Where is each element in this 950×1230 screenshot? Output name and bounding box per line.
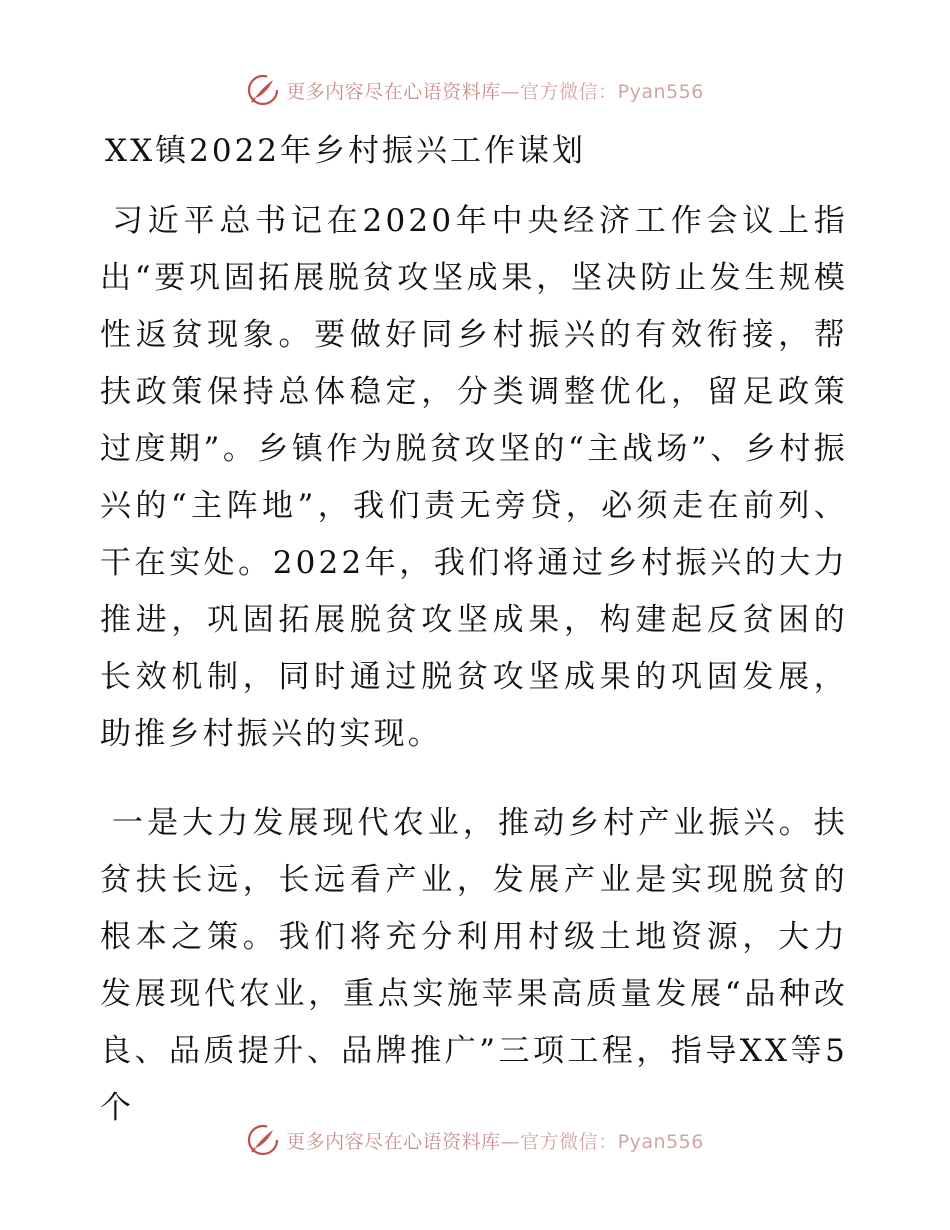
watermark-main-text: 更多内容尽在心语资料库	[286, 80, 501, 103]
watermark-sub-text: —官方微信：Pyan556	[500, 1130, 704, 1153]
document-title: XX镇2022年乡村振兴工作谋划	[105, 133, 587, 169]
quill-logo-icon	[246, 1123, 280, 1157]
quill-logo-icon	[246, 73, 280, 107]
watermark-text	[286, 77, 704, 104]
watermark-main-text: 更多内容尽在心语资料库	[286, 1130, 501, 1153]
watermark-text	[286, 1127, 704, 1154]
watermark-sub-text: —官方微信：Pyan556	[500, 80, 704, 103]
watermark-footer	[0, 1120, 950, 1160]
paragraph-intro: 习近平总书记在2020年中央经济工作会议上指出“要巩固拓展脱贫攻坚成果，坚决防止发生规模性返贫现象。要做好同乡村振兴的有效衔接，帮扶政策保持总体稳定，分类调整优化，留足政策过度期”。乡镇作为脱贫攻坚的“主战场”、乡村振兴的“主阵地”，我们责无旁贷，必须走在前列、干在实处。2022年，我们将通过乡村振兴的大力推进，巩固拓展脱贫攻坚成果，构建起反贫困的长效机制，同时通过脱贫攻坚成果的巩固发展，助推乡村振兴的实现。	[100, 203, 848, 752]
watermark-header	[0, 70, 950, 110]
paragraph-section-one: 一是大力发展现代农业，推动乡村产业振兴。扶贫扶长远，长远看产业，发展产业是实现脱贫的根本之策。我们将充分利用村级土地资源，大力发展现代农业，重点实施苹果高质量发展“品种改良、品质提升、品牌推广”三项工程，指导XX等5个	[100, 805, 848, 1126]
